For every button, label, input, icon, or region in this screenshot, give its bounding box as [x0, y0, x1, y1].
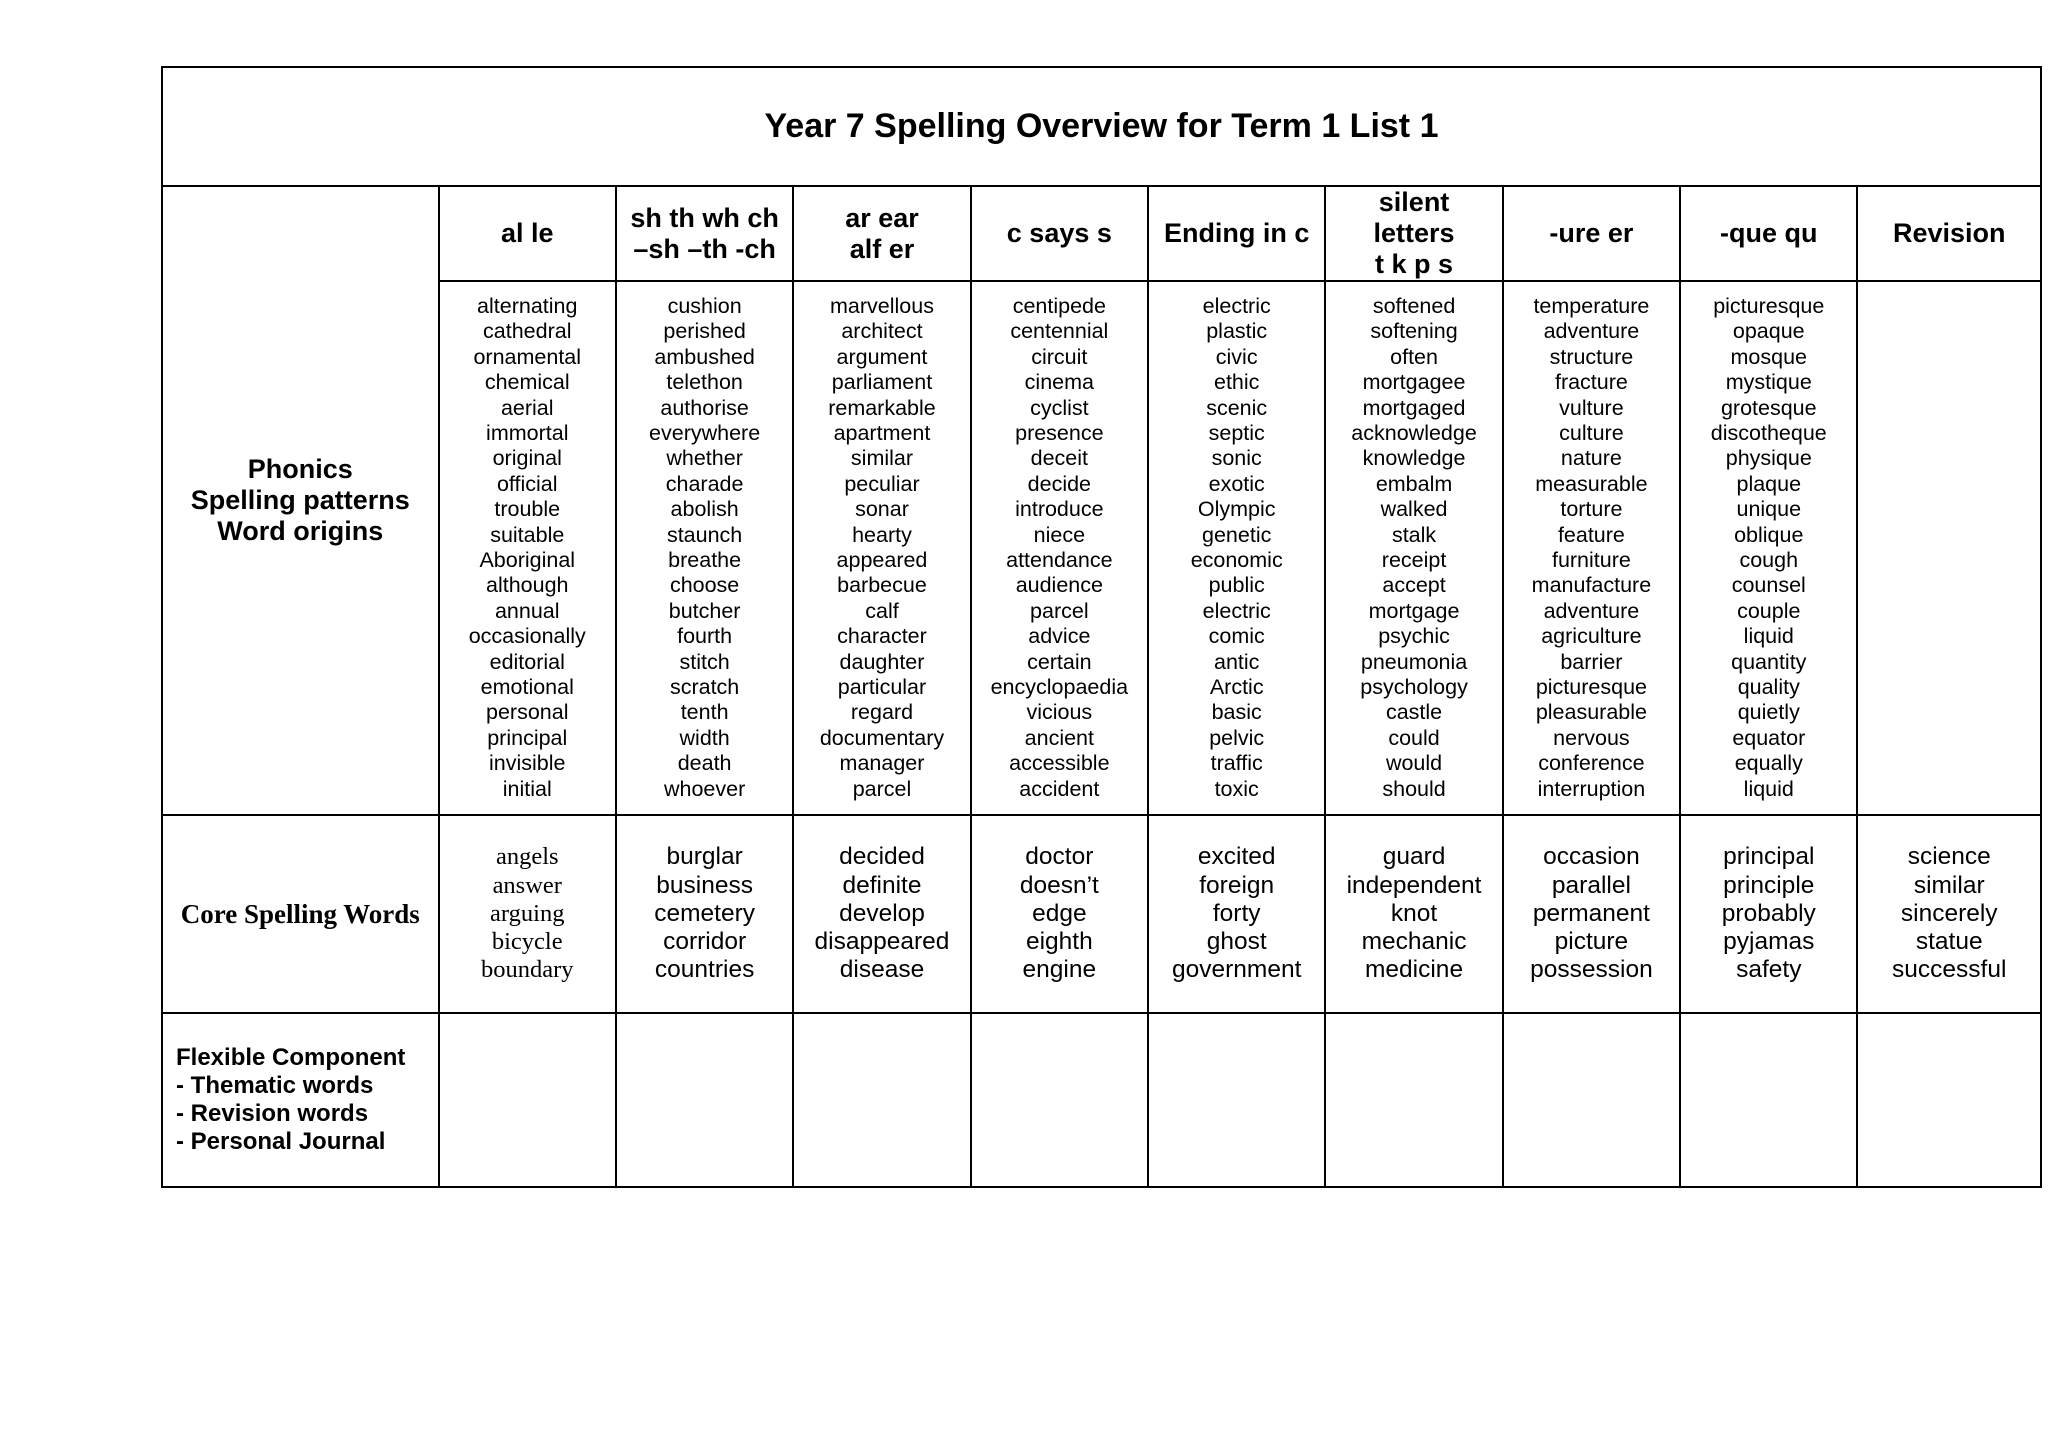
core-word-item: safety	[1736, 956, 1802, 984]
word-item: abolish	[670, 497, 739, 522]
word-item: adventure	[1543, 598, 1640, 623]
core-word-item: boundary	[480, 956, 574, 984]
core-word-item: sincerely	[1900, 899, 1998, 927]
core-word-item: disappeared	[814, 928, 950, 956]
column-header	[1148, 186, 1325, 281]
word-item: traffic	[1210, 751, 1263, 776]
word-item: quantity	[1731, 649, 1807, 674]
core-word-item: permanent	[1532, 899, 1650, 927]
word-item: invisible	[489, 751, 566, 776]
word-item: accident	[1019, 776, 1100, 801]
word-item: would	[1385, 751, 1443, 776]
word-item: cushion	[667, 293, 742, 318]
word-item: couple	[1737, 598, 1801, 623]
flexible-row-label	[162, 1013, 439, 1187]
phonics-row-label	[162, 186, 439, 815]
word-item: calf	[865, 598, 899, 623]
word-item: often	[1390, 344, 1438, 369]
word-item: pneumonia	[1360, 649, 1468, 674]
column-header	[1325, 186, 1502, 281]
word-item: similar	[850, 446, 914, 471]
word-item: manager	[839, 751, 925, 776]
word-item: vicious	[1026, 700, 1093, 725]
word-item: perished	[663, 319, 746, 344]
word-item: interruption	[1537, 776, 1646, 801]
word-list	[1503, 281, 1680, 815]
phonics-words-row	[162, 281, 2041, 815]
core-word-item: guard	[1382, 843, 1446, 871]
word-item: cinema	[1024, 370, 1094, 395]
word-item: presence	[1015, 420, 1104, 445]
word-item: quietly	[1737, 700, 1800, 725]
flexible-row	[162, 1013, 2041, 1187]
core-word-item: arguing	[490, 899, 565, 927]
word-item: equally	[1734, 751, 1803, 776]
word-item: mortgage	[1368, 598, 1460, 623]
flexible-label-line: - Revision words	[176, 1100, 369, 1127]
core-word-item: disease	[839, 956, 925, 984]
core-word-list	[616, 815, 793, 1013]
word-item: temperature	[1533, 293, 1650, 318]
core-word-list	[793, 815, 970, 1013]
word-item: ethic	[1213, 370, 1260, 395]
word-item: certain	[1027, 649, 1092, 674]
word-item: adventure	[1543, 319, 1640, 344]
word-item: physique	[1725, 446, 1812, 471]
flexible-label-line: Flexible Component	[176, 1043, 406, 1071]
core-word-item: parallel	[1551, 871, 1631, 899]
word-item: documentary	[819, 725, 945, 750]
word-item: oblique	[1734, 522, 1804, 547]
core-word-item: independent	[1346, 871, 1482, 899]
word-list	[1680, 281, 1857, 815]
word-item: aerial	[500, 395, 554, 420]
core-word-item: engine	[1022, 956, 1097, 984]
word-item: castle	[1385, 700, 1443, 725]
word-list	[1325, 281, 1502, 815]
word-item: exotic	[1208, 471, 1265, 496]
word-item: circuit	[1031, 344, 1088, 369]
word-item: advice	[1028, 624, 1091, 649]
word-item: walked	[1380, 497, 1448, 522]
word-item: acknowledge	[1351, 420, 1477, 445]
word-item: choose	[669, 573, 740, 598]
word-item: picturesque	[1713, 293, 1825, 318]
word-item: receipt	[1381, 548, 1447, 572]
word-item: initial	[502, 776, 552, 801]
word-item: opaque	[1732, 319, 1805, 344]
column-header	[971, 186, 1148, 281]
word-item: nature	[1560, 446, 1622, 471]
core-word-item: doctor	[1025, 843, 1094, 871]
word-item: alternating	[477, 293, 578, 318]
spelling-overview-sheet	[161, 66, 2042, 1188]
word-item: annual	[494, 598, 560, 623]
word-item: official	[496, 471, 558, 496]
core-word-item: similar	[1913, 871, 1985, 899]
word-item: cathedral	[483, 319, 572, 344]
word-item: personal	[486, 700, 569, 725]
word-item: Aboriginal	[479, 548, 576, 572]
word-item: liquid	[1743, 776, 1794, 801]
column-header-line: –sh –th -ch	[633, 233, 776, 264]
word-item: particular	[837, 675, 927, 700]
core-word-item: pyjamas	[1723, 928, 1815, 956]
word-item: measurable	[1535, 471, 1648, 496]
word-item: torture	[1560, 497, 1623, 522]
column-header-line: al le	[500, 218, 554, 248]
core-word-item: definite	[842, 871, 922, 899]
core-word-list	[1503, 815, 1680, 1013]
core-word-item: occasion	[1543, 843, 1640, 871]
core-word-item: decided	[839, 843, 925, 871]
flexible-cell	[616, 1013, 793, 1187]
core-word-item: develop	[839, 899, 925, 927]
column-header-line: c says s	[1006, 218, 1112, 248]
core-word-item: excited	[1197, 843, 1276, 871]
flexible-cell	[1857, 1013, 2041, 1187]
word-list	[616, 281, 793, 815]
column-header-line: Ending in c	[1163, 218, 1310, 248]
word-item: chemical	[484, 370, 570, 395]
word-item: butcher	[668, 598, 741, 623]
column-header-line: silent	[1378, 187, 1450, 217]
word-list	[971, 281, 1148, 815]
word-item: regard	[850, 700, 914, 725]
core-word-list	[1148, 815, 1325, 1013]
word-item: staunch	[666, 522, 743, 547]
word-item: emotional	[480, 675, 574, 700]
word-item: scenic	[1206, 395, 1268, 420]
column-header-line: -que qu	[1720, 218, 1818, 248]
word-item: ancient	[1024, 725, 1094, 750]
word-item: psychic	[1378, 624, 1450, 649]
word-item: could	[1388, 725, 1440, 750]
column-header	[1503, 186, 1680, 281]
word-item: nervous	[1553, 725, 1630, 750]
core-word-item: forty	[1212, 899, 1261, 927]
word-item: picturesque	[1535, 675, 1647, 700]
core-word-item: knot	[1390, 899, 1438, 927]
word-item: attendance	[1006, 548, 1113, 572]
word-item: septic	[1208, 420, 1265, 445]
word-item: structure	[1549, 344, 1634, 369]
word-item: genetic	[1202, 522, 1272, 547]
core-word-item: business	[656, 871, 753, 899]
word-item: knowledge	[1362, 446, 1466, 471]
flexible-cell	[1325, 1013, 1502, 1187]
word-item: mortgagee	[1362, 370, 1466, 395]
word-item: cyclist	[1030, 395, 1089, 420]
column-header-line: -ure er	[1549, 218, 1634, 248]
core-word-item: countries	[654, 956, 755, 984]
word-item: parcel	[1030, 598, 1089, 623]
word-item: mystique	[1725, 370, 1812, 395]
phonics-label-line: Spelling patterns	[190, 485, 410, 515]
core-word-item: burglar	[666, 843, 743, 871]
word-item: although	[486, 573, 569, 598]
word-item: feature	[1557, 522, 1625, 547]
core-word-item: cemetery	[654, 899, 755, 927]
core-word-list	[439, 815, 616, 1013]
word-item: public	[1208, 573, 1265, 598]
word-item: encyclopaedia	[990, 675, 1129, 700]
word-item: quality	[1737, 675, 1800, 700]
word-list	[1148, 281, 1325, 815]
column-header	[439, 186, 616, 281]
word-item: parcel	[852, 776, 912, 801]
word-item: ambushed	[654, 344, 755, 369]
word-item: civic	[1215, 344, 1258, 369]
word-item: comic	[1208, 624, 1265, 649]
phonics-label-line: Phonics	[247, 454, 353, 484]
word-item: peculiar	[844, 471, 920, 496]
word-item: mortgaged	[1362, 395, 1466, 420]
word-item: accessible	[1009, 751, 1110, 776]
word-item: barbecue	[837, 573, 927, 598]
column-header-line: Revision	[1892, 218, 2006, 248]
word-item: barrier	[1560, 649, 1623, 674]
core-word-list	[971, 815, 1148, 1013]
word-item: architect	[841, 319, 923, 344]
word-item: psychology	[1360, 675, 1468, 700]
word-item: sonar	[855, 497, 909, 522]
word-item: manufacture	[1531, 573, 1652, 598]
word-item: audience	[1015, 573, 1103, 598]
word-item: pleasurable	[1535, 700, 1647, 725]
word-item: discotheque	[1710, 420, 1827, 445]
title-row	[162, 67, 2041, 186]
core-word-item: picture	[1554, 928, 1629, 956]
core-word-item: successful	[1892, 956, 2007, 984]
word-item: counsel	[1731, 573, 1806, 598]
word-item: electric	[1202, 598, 1271, 623]
flexible-cell	[971, 1013, 1148, 1187]
word-item: occasionally	[468, 624, 586, 649]
core-word-item: bicycle	[491, 928, 563, 956]
word-list	[439, 281, 616, 815]
word-item: hearty	[852, 522, 912, 547]
flexible-cell	[1503, 1013, 1680, 1187]
word-item: apartment	[833, 420, 931, 445]
core-word-item: statue	[1915, 928, 1983, 956]
word-item: argument	[836, 344, 928, 369]
phonics-label-line: Word origins	[217, 516, 384, 546]
word-item: centipede	[1012, 293, 1106, 318]
word-item: vulture	[1559, 395, 1624, 420]
column-header-line: sh th wh ch	[630, 202, 779, 233]
word-item: decide	[1027, 471, 1092, 496]
word-item: marvellous	[830, 293, 934, 318]
core-word-item: edge	[1032, 899, 1087, 927]
core-word-item: foreign	[1199, 871, 1275, 899]
core-word-item: government	[1172, 956, 1302, 984]
word-item: width	[679, 725, 730, 750]
word-item: culture	[1559, 420, 1624, 445]
word-item: basic	[1211, 700, 1262, 725]
core-word-item: principle	[1723, 871, 1815, 899]
word-item: principal	[487, 725, 568, 750]
word-item: daughter	[839, 649, 925, 674]
word-item: cough	[1739, 548, 1799, 572]
core-word-item: mechanic	[1361, 928, 1467, 956]
core-row-label: Core Spelling Words	[162, 815, 439, 1013]
word-item: telethon	[666, 370, 743, 395]
core-words-row	[162, 815, 2041, 1013]
word-item: stitch	[679, 649, 730, 674]
word-item: tenth	[680, 700, 729, 725]
word-item: editorial	[489, 649, 565, 674]
word-item: mosque	[1730, 344, 1808, 369]
spelling-overview-table	[161, 66, 2042, 1188]
column-header-line: letters	[1373, 218, 1455, 248]
word-item: fourth	[677, 624, 733, 649]
word-item: unique	[1736, 497, 1802, 522]
word-item: charade	[665, 471, 744, 496]
column-header	[1680, 186, 1857, 281]
flexible-cell	[793, 1013, 970, 1187]
word-item: plaque	[1736, 471, 1802, 496]
word-item: trouble	[494, 497, 561, 522]
word-item: authorise	[660, 395, 749, 420]
word-item: Olympic	[1197, 497, 1276, 522]
flexible-label-line: - Personal Journal	[176, 1128, 386, 1156]
core-word-item: answer	[492, 871, 562, 899]
word-item: stalk	[1391, 522, 1437, 547]
word-item: economic	[1190, 548, 1283, 572]
word-item: toxic	[1214, 776, 1259, 801]
core-word-list	[1325, 815, 1502, 1013]
word-item: grotesque	[1720, 395, 1817, 420]
word-item: introduce	[1015, 497, 1104, 522]
word-item: embalm	[1375, 471, 1453, 496]
core-word-item: medicine	[1365, 956, 1464, 984]
word-item: appeared	[836, 548, 928, 572]
word-item: centennial	[1010, 319, 1109, 344]
word-list	[793, 281, 970, 815]
column-header	[793, 186, 970, 281]
core-word-item: science	[1907, 843, 1991, 871]
core-word-item: doesn’t	[1019, 871, 1099, 899]
word-item: accept	[1382, 573, 1446, 598]
word-item: pelvic	[1209, 725, 1265, 750]
column-header	[1857, 186, 2041, 281]
word-item: whether	[666, 446, 743, 471]
word-item: whoever	[663, 776, 746, 801]
word-item: equator	[1732, 725, 1806, 750]
word-item: remarkable	[828, 395, 936, 420]
flexible-cell	[439, 1013, 616, 1187]
core-word-item: corridor	[663, 928, 747, 956]
word-item: original	[492, 446, 562, 471]
column-header	[616, 186, 793, 281]
core-word-item: angels	[495, 843, 559, 871]
word-item: plastic	[1206, 319, 1268, 344]
page-title: Year 7 Spelling Overview for Term 1 List 1	[162, 67, 2041, 186]
word-list	[1857, 281, 2041, 815]
word-item: scratch	[669, 675, 740, 700]
word-item: death	[677, 751, 732, 776]
core-word-item: principal	[1723, 843, 1815, 871]
column-header-line: t k p s	[1375, 249, 1454, 279]
flexible-label-line: - Thematic words	[176, 1071, 374, 1099]
word-item: softened	[1372, 293, 1456, 318]
word-item: ornamental	[473, 344, 582, 369]
flexible-cell	[1680, 1013, 1857, 1187]
core-word-item: eighth	[1025, 928, 1093, 956]
word-item: conference	[1538, 751, 1645, 776]
word-item: antic	[1213, 649, 1260, 674]
word-item: suitable	[490, 522, 565, 547]
header-row	[162, 186, 2041, 281]
word-item: Arctic	[1209, 675, 1264, 700]
core-word-list	[1680, 815, 1857, 1013]
word-item: liquid	[1743, 624, 1794, 649]
word-item: everywhere	[649, 420, 761, 445]
core-word-item: probably	[1721, 899, 1816, 927]
word-item: agriculture	[1541, 624, 1642, 649]
word-item: softening	[1370, 319, 1458, 344]
word-item: electric	[1202, 293, 1271, 318]
core-word-item: ghost	[1206, 928, 1267, 956]
word-item: fracture	[1554, 370, 1628, 395]
word-item: furniture	[1551, 548, 1631, 572]
flexible-cell	[1148, 1013, 1325, 1187]
word-item: character	[837, 624, 927, 649]
column-header-line: ar ear	[845, 202, 919, 233]
word-item: sonic	[1211, 446, 1262, 471]
word-item: niece	[1033, 522, 1086, 547]
word-item: breathe	[668, 548, 742, 572]
core-word-item: possession	[1530, 956, 1653, 984]
column-header-line: alf er	[849, 233, 915, 264]
word-item: deceit	[1030, 446, 1089, 471]
word-item: should	[1382, 776, 1446, 801]
word-item: immortal	[486, 420, 569, 445]
core-word-list	[1857, 815, 2041, 1013]
word-item: parliament	[831, 370, 933, 395]
